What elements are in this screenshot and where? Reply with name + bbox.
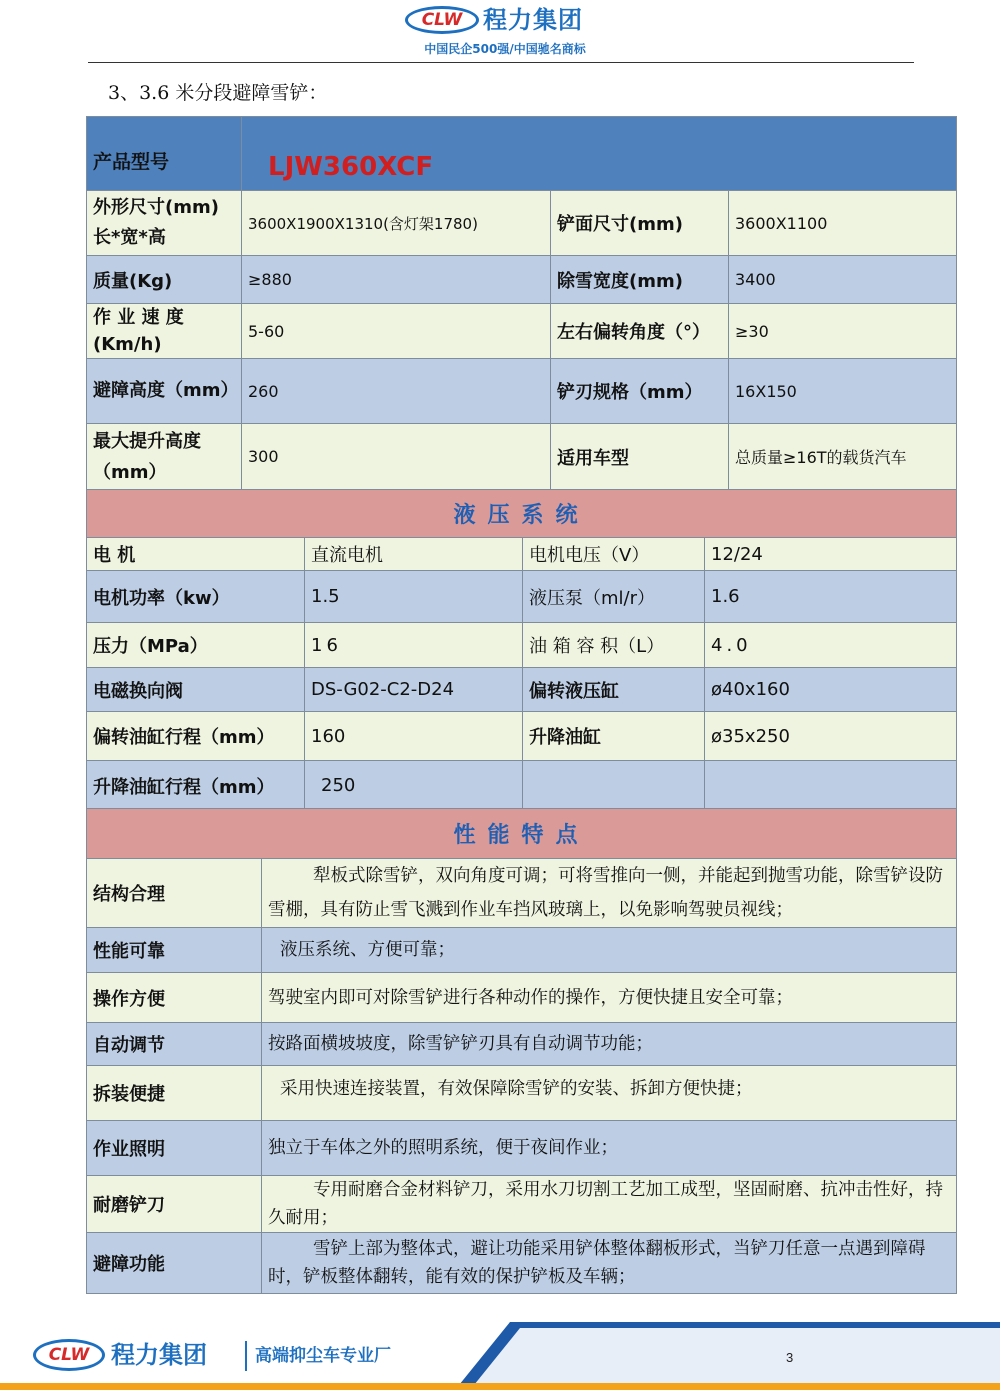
spec-row [87,304,957,359]
company-name: 程力集团 [483,6,583,34]
feature-row [87,1233,957,1294]
spec-key: 最大提升高度（mm） [87,424,242,490]
spec-value: 3600X1100 [729,191,957,256]
feature-row [87,1121,957,1176]
hydraulic-key: 电机功率（kw） [87,571,305,623]
hydraulic-value: ø40x160 [705,668,957,712]
footer-company-name: 程力集团 [111,1341,207,1369]
footer-clw-logo-mark: CLW [33,1339,105,1371]
spec-row [87,424,957,490]
spec-value: 300 [242,424,551,490]
spec-value: ≥880 [242,256,551,304]
feature-desc: 按路面横坡坡度，除雪铲铲刃具有自动调节功能； [262,1023,957,1066]
hydraulic-row [87,712,957,761]
hydraulic-title: 液压系统 [87,490,957,538]
hydraulic-key: 偏转油缸行程（mm） [87,712,305,761]
hydraulic-value: 250 [305,761,523,811]
spec-key: 作 业 速 度 (Km/h) [87,304,242,359]
feature-key: 拆装便捷 [87,1066,262,1121]
feature-key: 耐磨铲刀 [87,1176,262,1233]
features-header-row [87,809,957,859]
hydraulic-value: 直流电机 [305,538,523,571]
hydraulic-row [87,571,957,623]
spec-value: 总质量≥16T的载货汽车 [729,424,957,490]
feature-row [87,1023,957,1066]
feature-key: 避障功能 [87,1233,262,1294]
feature-desc: 驾驶室内即可对除雪铲进行各种动作的操作，方便快捷且安全可靠； [262,973,957,1023]
feature-row [87,973,957,1023]
spec-row [87,256,957,304]
hydraulic-row [87,668,957,712]
feature-row [87,928,957,973]
hydraulic-header-row [87,490,957,538]
hydraulic-row [87,623,957,668]
feature-key: 作业照明 [87,1121,262,1176]
feature-row [87,1066,957,1121]
feature-row [87,859,957,928]
hydraulic-value: 1.5 [305,571,523,623]
spec-key: 避障高度（mm） [87,359,242,424]
hydraulic-value: 1.6 [705,571,957,623]
hydraulic-key: 升降油缸 [523,712,705,761]
spec-row [87,191,957,256]
spec-value: 16X150 [729,359,957,424]
header-logo [405,4,605,36]
hydraulic-value: 160 [305,712,523,761]
header-slogan: 中国民企500强/中国驰名商标 [424,42,586,56]
spec-table [86,116,957,490]
spec-value: 260 [242,359,551,424]
hydraulic-value: DS-G02-C2-D24 [305,668,523,712]
clw-logo-mark: CLW [405,6,479,34]
hydraulic-key: 电机电压（V） [523,538,705,571]
model-label: 产品型号 [87,117,242,191]
spec-key: 外形尺寸(mm)长*宽*高 [87,191,242,256]
header-divider [88,62,914,63]
hydraulic-row [87,761,957,811]
hydraulic-key [523,761,705,811]
model-value: LJW360XCF [242,117,957,191]
spec-key: 左右偏转角度（°） [551,304,729,359]
hydraulic-key: 电 机 [87,538,305,571]
spec-key: 适用车型 [551,424,729,490]
feature-desc: 专用耐磨合金材料铲刀，采用水刀切割工艺加工成型，坚固耐磨、抗冲击性好，持久耐用； [262,1176,957,1233]
features-table [86,808,957,1294]
feature-key: 自动调节 [87,1023,262,1066]
spec-value: 5-60 [242,304,551,359]
hydraulic-key: 压力（MPa） [87,623,305,668]
hydraulic-value: ø35x250 [705,712,957,761]
spec-key: 铲面尺寸(mm) [551,191,729,256]
spec-key: 铲刃规格（mm） [551,359,729,424]
feature-key: 结构合理 [87,859,262,928]
spec-value: 3400 [729,256,957,304]
hydraulic-table [86,489,957,811]
page-number: 3 [786,1350,794,1365]
hydraulic-value: 16 [305,623,523,668]
feature-row [87,1176,957,1233]
hydraulic-row [87,538,957,571]
footer-divider [245,1341,247,1371]
feature-key: 操作方便 [87,973,262,1023]
spec-key: 除雪宽度(mm) [551,256,729,304]
feature-desc: 采用快速连接装置，有效保障除雪铲的安装、拆卸方便快捷； [262,1066,957,1121]
hydraulic-key: 电磁换向阀 [87,668,305,712]
feature-desc: 独立于车体之外的照明系统，便于夜间作业； [262,1121,957,1176]
feature-desc: 犁板式除雪铲，双向角度可调；可将雪推向一侧，并能起到抛雪功能，除雪铲设防雪棚，具有防止雪飞溅到作业车挡风玻璃上，以免影响驾驶员视线； [262,859,957,928]
features-title: 性能特点 [87,809,957,859]
feature-desc: 雪铲上部为整体式，避让功能采用铲体整体翻板形式，当铲刀任意一点遇到障碍时，铲板整体翻转，能有效的保护铲板及车辆； [262,1233,957,1294]
footer-logo [33,1337,433,1377]
hydraulic-value [705,761,957,811]
model-row [87,117,957,191]
footer-tagline: 高端抑尘车专业厂 [255,1346,391,1366]
section-title: 3、3.6 米分段避障雪铲： [108,82,328,104]
hydraulic-key: 液压泵（ml/r） [523,571,705,623]
hydraulic-key: 升降油缸行程（mm） [87,761,305,811]
hydraulic-value: 12/24 [705,538,957,571]
spec-row [87,359,957,424]
feature-desc: 液压系统、方便可靠； [262,928,957,973]
spec-value: 3600X1900X1310(含灯架1780) [242,191,551,256]
spec-key: 质量(Kg) [87,256,242,304]
feature-key: 性能可靠 [87,928,262,973]
spec-value: ≥30 [729,304,957,359]
hydraulic-key: 油 箱 容 积（L） [523,623,705,668]
hydraulic-value: 4.0 [705,623,957,668]
hydraulic-key: 偏转液压缸 [523,668,705,712]
